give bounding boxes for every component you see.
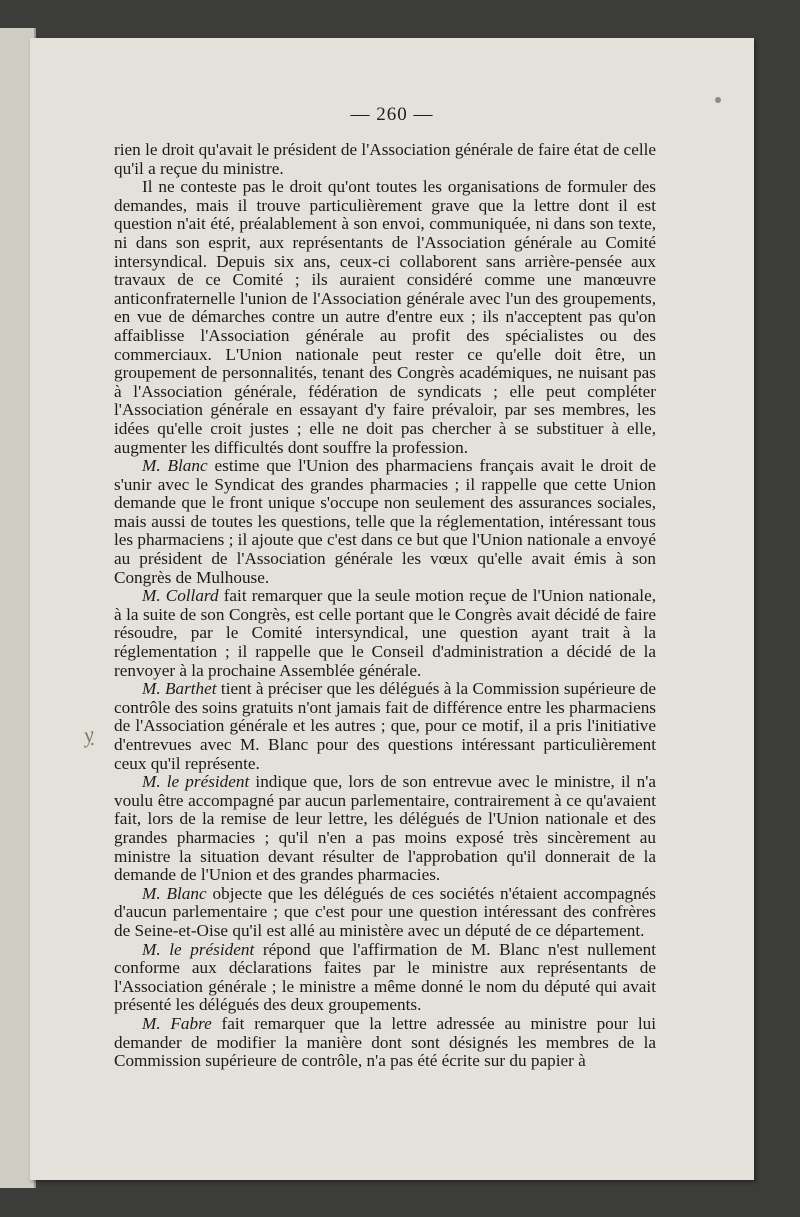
speaker-name: M. Collard — [142, 586, 219, 606]
page-number: — 260 — — [350, 104, 434, 125]
speaker-name: M. le président — [142, 772, 250, 792]
speaker-name: M. le président — [142, 939, 255, 959]
speaker-name: M. Fabre — [142, 1013, 212, 1033]
paragraph-6: M. le président indique que, lors de son entrevue avec le ministre, il n'a voulu être accompagné par aucun parlementaire, contrairement à ce qu'avaient fait, lors de la remise de leur lettre, les délégués de l'Union nationale et des grandes pharmacies ; qu'il n'en a pas moins exposé très sincèrement au ministre la situation devant résulter de l'approbation qu'il donnerait de la demande de l'Union et des grandes pharmacies. — [114, 772, 656, 885]
paragraph-1: rien le droit qu'avait le président de l'Association générale de faire état de celle qu'il a reçue du ministre. — [114, 140, 656, 178]
paragraph-2: Il ne conteste pas le droit qu'ont toutes les organisations de formuler des demandes, mais il trouve particulièrement grave que la lettre dont il est question n'ait été, préalablement à son envoi, communiquée, ni dans son texte, ni dans son esprit, aux représentants de l'Association générale au Comité intersyndical. Depuis six ans, ceux-ci collaborent sans arrière-pensée aux travaux de ce Comité ; ils auraient considéré comme une manœuvre anticonfraternelle l'union de l'Association générale avec l'un des groupements, en vue de démarches contre un autre d'entre eux ; ils n'acceptent pas qu'on affaiblisse l'Association générale au profit des spécialistes ou des commerciaux. L'Union nationale peut rester ce qu'elle doit être, un groupement de personnalités, tenant des Congrès académiques, ne nuisant pas à l'Association générale, fédération de syndicats ; elle peut compléter l'Association générale en essayant d'y faire prévaloir, par ses membres, les idées qu'elle croit justes ; elle ne doit pas chercher à se substituer à elle, augmenter les difficultés dont souffre la profession. — [114, 177, 656, 457]
paragraph-5: M. Barthet tient à préciser que les délégués à la Commission supérieure de contrôle des soins gratuits n'ont jamais fait de différence entre les pharmaciens de l'Association générale et les autres ; que, pour ce motif, il a pris l'initiative d'entrevues avec M. Blanc pour des questions intéressant particulièrement ceux qu'il représente. — [114, 679, 656, 773]
body-text — [114, 141, 656, 1071]
speaker-name: M. Blanc — [142, 883, 207, 903]
paragraph-4: M. Collard fait remarquer que la seule motion reçue de l'Union nationale, à la suite de son Congrès, est celle portant que le Congrès avait décidé de faire résoudre, par le Comité intersyndical, une question ayant trait à la réglementation ; il rappelle que le Conseil d'administration a décidé de la renvoyer à la prochaine Assemblée générale. — [114, 586, 656, 680]
speaker-name: M. Barthet — [142, 679, 217, 699]
paragraph-8: M. le président répond que l'affirmation de M. Blanc n'est nullement conforme aux déclarations faites par le ministre aux représentants de l'Association générale ; le ministre a même donné le nom du député qui avait présenté les délégués des deux groupements. — [114, 939, 656, 1015]
dust-speck — [715, 97, 721, 103]
book-page — [30, 38, 754, 1180]
paragraph-3: M. Blanc estime que l'Union des pharmaciens français avait le droit de s'unir avec le Syndicat des grandes pharmacies ; il rappelle que cette Union demande que le front unique s'occupe non seulement des assurances sociales, mais aussi de toutes les questions, telle que la réglementation, intéressant tous les pharmaciens ; il ajoute que c'est dans ce but que l'Union nationale a envoyé au président de l'Association générale les vœux qu'elle avait émis à son Congrès de Mulhouse. — [114, 456, 656, 587]
paragraph-9: M. Fabre fait remarquer que la lettre adressée au ministre pour lui demander de modifier la manière dont sont désignés les membres de la Commission supérieure de contrôle, n'a pas été écrite sur du papier à — [114, 1013, 657, 1071]
paragraph-7: M. Blanc objecte que les délégués de ces sociétés n'étaient accompagnés d'aucun parlementaire ; que c'est pour une question intéressant des confrères de Seine-et-Oise qu'il est allé au ministère avec un député de ce département. — [114, 883, 656, 940]
margin-annotation: ỵ — [81, 721, 96, 748]
speaker-name: M. Blanc — [142, 456, 208, 476]
